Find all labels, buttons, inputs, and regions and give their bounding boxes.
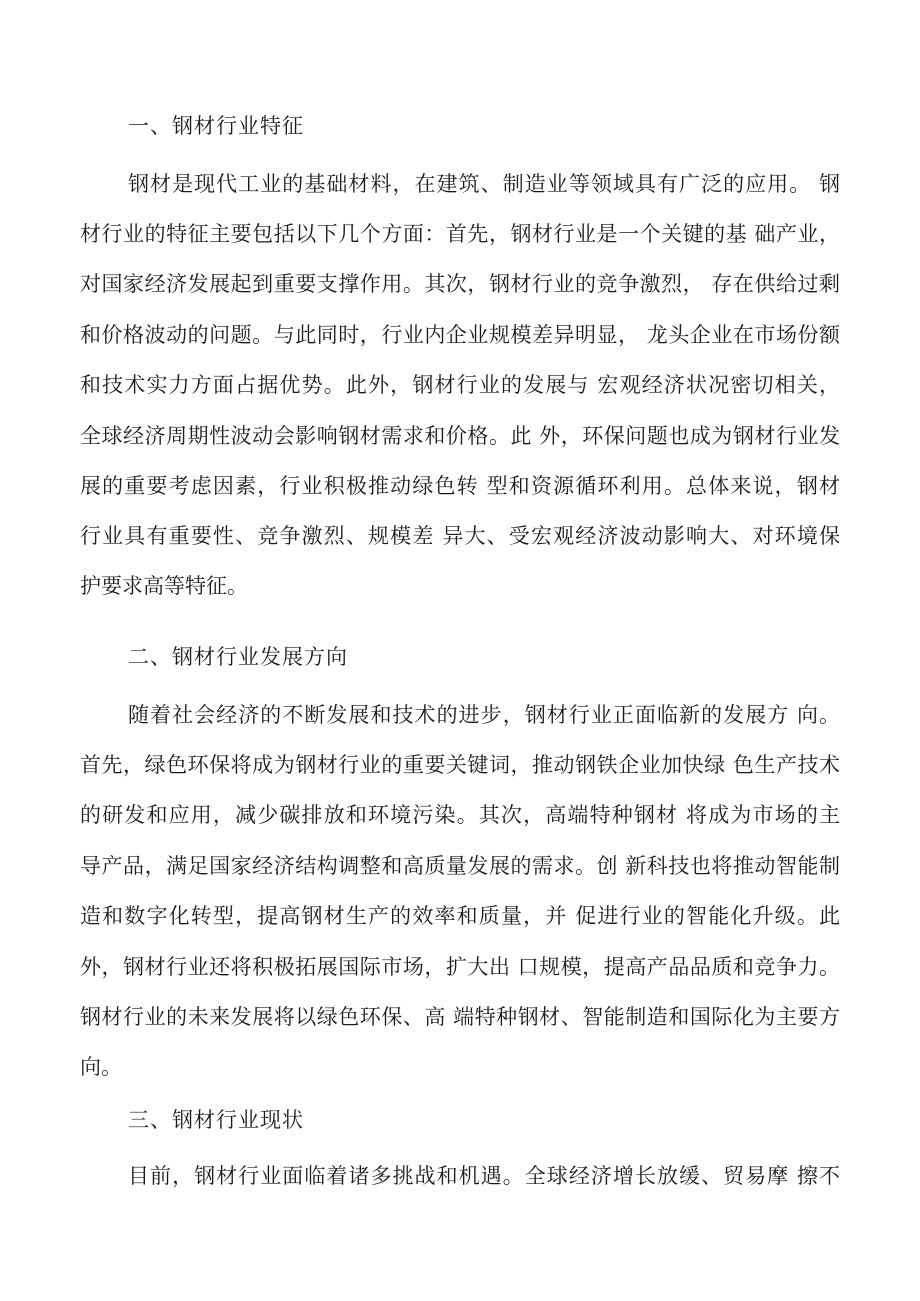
paragraph-line: 首先，绿色环保将成为钢材行业的重要关键词，推动钢铁企业加快绿 色生产技术 <box>80 753 840 777</box>
paragraph-line: 全球经济周期性波动会影响钢材需求和价格。此 外，环保问题也成为钢材行业发 <box>80 424 840 448</box>
paragraph-line: 行业具有重要性、竞争激烈、规模差 异大、受宏观经济波动影响大、对环境保 <box>80 524 840 548</box>
paragraph-line: 外，钢材行业还将积极拓展国际市场，扩大出 口规模，提高产品品质和竞争力。 <box>80 955 840 979</box>
paragraph-line: 导产品，满足国家经济结构调整和高质量发展的需求。创 新科技也将推动智能制 <box>80 854 840 878</box>
section-heading-1: 一、钢材行业特征 <box>128 114 304 138</box>
paragraph-line: 材行业的特征主要包括以下几个方面：首先，钢材行业是一个关键的基 础产业， <box>80 222 840 246</box>
paragraph-line: 向。 <box>80 1055 122 1079</box>
paragraph-line: 展的重要考虑因素，行业积极推动绿色转 型和资源循环利用。总体来说，钢材 <box>80 474 840 498</box>
paragraph-line: 造和数字化转型，提高钢材生产的效率和质量，并 促进行业的智能化升级。此 <box>80 904 840 928</box>
paragraph-line: 随着社会经济的不断发展和技术的进步，钢材行业正面临新的发展方 向。 <box>128 703 840 727</box>
paragraph-line: 钢材行业的未来发展将以绿色环保、高 端特种钢材、智能制造和国际化为主要方 <box>80 1005 840 1029</box>
section-heading-2: 二、钢材行业发展方向 <box>128 645 348 669</box>
section-heading-3: 三、钢材行业现状 <box>128 1108 304 1132</box>
paragraph-line: 的研发和应用，减少碳排放和环境污染。其次，高端特种钢材 将成为市场的主 <box>80 803 840 827</box>
paragraph-line: 钢材是现代工业的基础材料，在建筑、制造业等领域具有广泛的应用。 钢 <box>128 172 840 196</box>
paragraph-line: 和价格波动的问题。与此同时，行业内企业规模差异明显， 龙头企业在市场份额 <box>80 323 840 347</box>
paragraph-line: 对国家经济发展起到重要支撑作用。其次，钢材行业的竞争激烈， 存在供给过剩 <box>80 272 840 296</box>
paragraph-line: 和技术实力方面占据优势。此外，钢材行业的发展与 宏观经济状况密切相关， <box>80 373 840 397</box>
paragraph-line: 护要求高等特征。 <box>80 574 248 598</box>
paragraph-line: 目前，钢材行业面临着诸多挑战和机遇。全球经济增长放缓、贸易摩 擦不 <box>128 1164 840 1188</box>
